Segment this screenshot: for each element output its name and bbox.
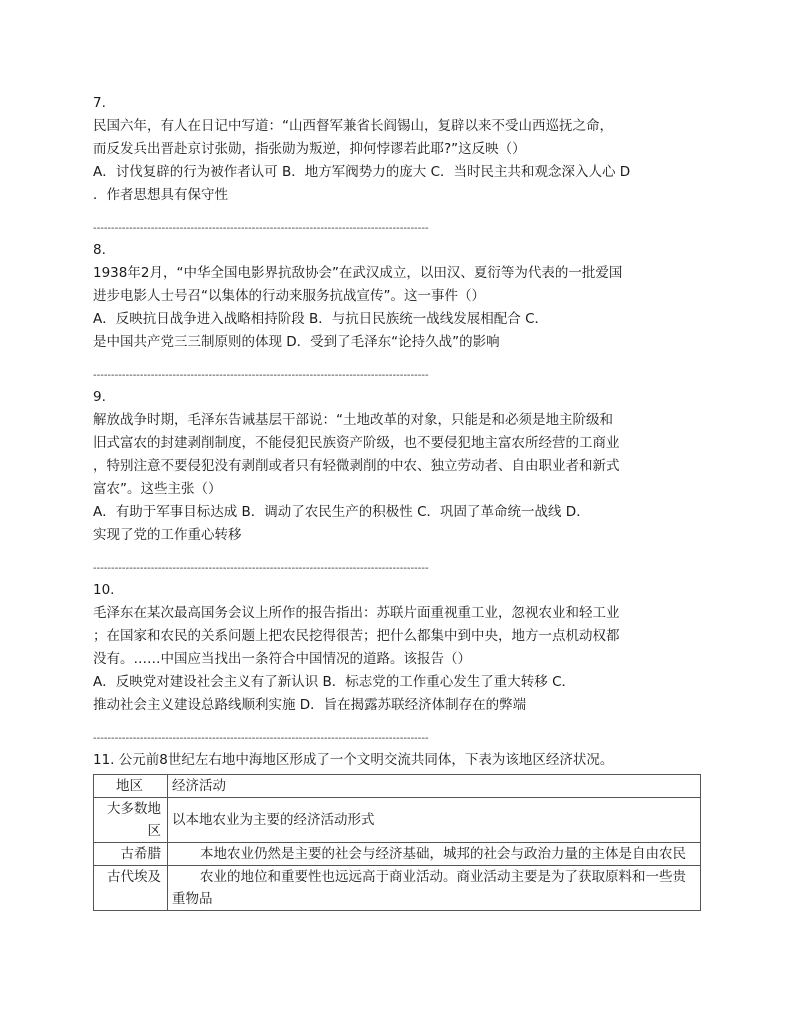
answer-options-line: 推动社会主义建设总路线顺利实施 D．旨在揭露苏联经济体制存在的弊端: [93, 697, 527, 713]
question-text-line: 没有。……中国应当找出一条符合中国情况的道路。该报告（）: [93, 651, 471, 667]
answer-options-line: 实现了党的工作重心转移: [93, 527, 242, 543]
table-cell-activity: 本地农业仍然是主要的社会与经济基础，城邦的社会与政治力量的主体是自由农民: [168, 843, 701, 866]
question-number: 9.: [93, 389, 106, 405]
economy-table: [93, 774, 701, 911]
table-cell-activity: 农业的地位和重要性也远远高于商业活动。商业活动主要是为了获取原料和一些贵重物品: [168, 866, 701, 911]
table-cell-activity: 以本地农业为主要的经济活动形式: [168, 798, 701, 843]
table-header-cell: 经济活动: [168, 775, 701, 798]
question-text-line: ；在国家和农民的关系问题上把农民挖得很苦；把什么都集中到中央，地方一点机动权都: [93, 628, 620, 644]
separator-line: ---------------------------------------------------------------------------------------------: [93, 370, 429, 381]
answer-options-line: ．作者思想具有保守性: [93, 187, 228, 203]
question-8: [93, 239, 709, 354]
question-number: 10.: [93, 582, 115, 598]
table-row: [94, 843, 701, 866]
answer-options-line: A．反映抗日战争进入战略相持阶段 B．与抗日民族统一战线发展相配合 C．: [93, 311, 549, 327]
question-text-line: 11. 公元前8世纪左右地中海地区形成了一个文明交流共同体，下表为该地区经济状况。: [93, 752, 614, 768]
question-9: [93, 386, 709, 547]
table-cell-region: 大多数地区: [94, 798, 168, 843]
question-text-line: 进步电影人士号召“以集体的行动来服务抗战宣传”。这一事件（）: [93, 288, 485, 304]
question-10: [93, 579, 709, 717]
table-header-row: [94, 775, 701, 798]
table-row: [94, 866, 701, 911]
table-row: [94, 798, 701, 843]
answer-options-line: 是中国共产党三三制原则的体现 D．受到了毛泽东“论持久战”的影响: [93, 334, 500, 350]
answer-options-line: A．有助于军事目标达成 B．调动了农民生产的积极性 C．巩固了革命统一战线 D．: [93, 504, 590, 520]
document-page: [93, 92, 709, 911]
question-text-line: 富农”。这些主张（）: [93, 481, 222, 497]
table-header-cell: 地区: [94, 775, 168, 798]
question-text-line: 旧式富农的封建剥削制度，不能侵犯民族资产阶级，也不要侵犯地主富农所经营的工商业: [93, 435, 620, 451]
question-text-line: 民国六年，有人在日记中写道：“山西督军兼省长阎锡山，复辟以来不受山西巡抚之命，: [93, 118, 613, 134]
separator-line: ---------------------------------------------------------------------------------------------: [93, 223, 429, 234]
table-cell-region: 古代埃及: [94, 866, 168, 911]
separator-line: ---------------------------------------------------------------------------------------------: [93, 563, 429, 574]
question-text-line: ，特别注意不要侵犯没有剥削或者只有轻微剥削的中农、独立劳动者、自由职业者和新式: [93, 458, 620, 474]
question-text-line: 解放战争时期，毛泽东告诫基层干部说：“土地改革的对象，只能是和必须是地主阶级和: [93, 412, 613, 428]
question-number: 7.: [93, 95, 106, 111]
question-7: [93, 92, 709, 207]
question-number: 8.: [93, 242, 106, 258]
table-cell-region: 古希腊: [94, 843, 168, 866]
question-text-line: 1938年2月，“中华全国电影界抗敌协会”在武汉成立，以田汉、夏衍等为代表的一批爱国: [93, 265, 623, 281]
question-text-line: 而反发兵出晋赴京讨张勋，指张勋为叛逆，抑何悖谬若此耶?”这反映（）: [93, 141, 526, 157]
separator-line: ---------------------------------------------------------------------------------------------: [93, 733, 429, 744]
question-text-line: 毛泽东在某次最高国务会议上所作的报告指出：苏联片面重视重工业，忽视农业和轻工业: [93, 605, 620, 621]
answer-options-line: A．反映党对建设社会主义有了新认识 B．标志党的工作重心发生了重大转移 C．: [93, 674, 576, 690]
question-11: [93, 749, 709, 911]
answer-options-line: A．讨伐复辟的行为被作者认可 B．地方军阀势力的庞大 C．当时民主共和观念深入人心 D: [93, 164, 631, 180]
